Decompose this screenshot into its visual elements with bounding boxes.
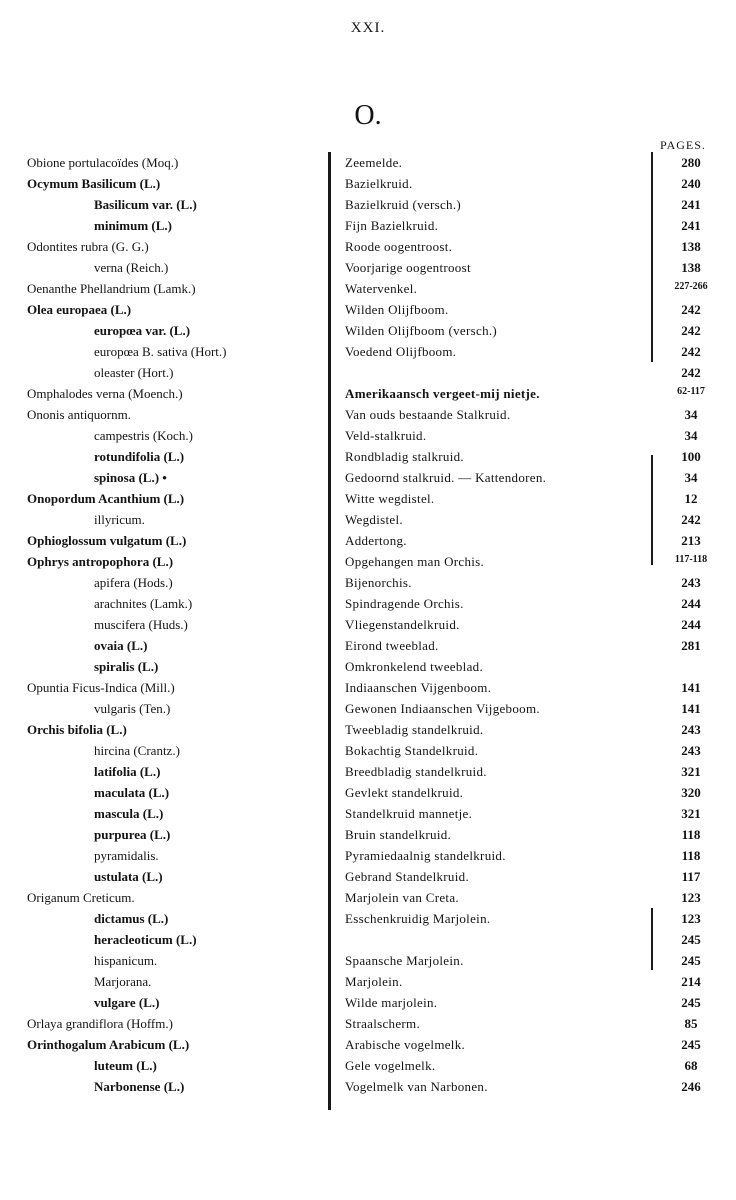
dutch-name: Pyramiedaalnig standelkruid. [345,848,506,863]
index-row [0,638,736,659]
page-ref: 242 [681,365,701,380]
page-ref: 242 [681,512,701,527]
latin-name: illyricum. [94,512,145,527]
page-ref: 242 [681,323,701,338]
section-letter: O. [354,100,382,131]
latin-name: ustulata (L.) [94,869,163,884]
index-row [0,596,736,617]
index-row [0,554,736,575]
latin-name: campestris (Koch.) [94,428,193,443]
dutch-name: Esschenkruidig Marjolein. [345,911,491,926]
dutch-name: Wilde marjolein. [345,995,438,1010]
latin-name: maculata (L.) [94,785,170,800]
latin-name: Opuntia Ficus-Indica (Mill.) [27,680,175,695]
page-ref: 85 [684,1016,698,1031]
index-row [0,722,736,743]
dutch-name: Voorjarige oogentroost [345,260,471,275]
index-row [0,932,736,953]
index-row [0,1037,736,1058]
latin-name: hircina (Crantz.) [94,743,180,758]
dutch-name: Spaansche Marjolein. [345,953,464,968]
index-row [0,764,736,785]
index-row [0,302,736,323]
page-ref: 245 [681,932,701,947]
page-ref: 280 [681,155,701,170]
index-row [0,176,736,197]
latin-name: Narbonense (L.) [94,1079,185,1094]
page-ref: 117 [681,869,701,884]
dutch-name: Bokachtig Standelkruid. [345,743,479,758]
page-ref: 245 [681,1037,701,1052]
latin-name: Basilicum var. (L.) [94,197,197,212]
index-row [0,869,736,890]
index-row [0,365,736,386]
latin-name: Obione portulacoïdes (Moq.) [27,155,179,170]
latin-name: Onopordum Acanthium (L.) [27,491,185,506]
index-row [0,323,736,344]
latin-name: pyramidalis. [94,848,159,863]
dutch-name: Spindragende Orchis. [345,596,464,611]
dutch-name: Opgehangen man Orchis. [345,554,485,569]
dutch-name: Amerikaansch vergeet-mij nietje. [345,386,540,401]
page-ref: 62-117 [677,386,705,397]
page-ref: 244 [681,617,701,632]
index-row [0,281,736,302]
page-ref: 141 [681,680,701,695]
latin-name: Ophrys antropophora (L.) [27,554,174,569]
page-ref: 246 [681,1079,701,1094]
index-row [0,197,736,218]
latin-name: purpurea (L.) [94,827,171,842]
index-row [0,470,736,491]
dutch-name: Eirond tweeblad. [345,638,439,653]
latin-name: europœa var. (L.) [94,323,191,338]
index-row [0,1016,736,1037]
dutch-name: Veld-stalkruid. [345,428,427,443]
index-row [0,218,736,239]
index-row [0,911,736,932]
latin-name: Odontites rubra (G. G.) [27,239,149,254]
latin-name: Marjorana. [94,974,152,989]
dutch-name: Standelkruid mannetje. [345,806,473,821]
index-row [0,260,736,281]
latin-name: muscifera (Huds.) [94,617,188,632]
dutch-name: Arabische vogelmelk. [345,1037,466,1052]
page-ref: 68 [684,1058,698,1073]
dutch-name: Addertong. [345,533,407,548]
index-row [0,827,736,848]
dutch-name: Gedoornd stalkruid. — Kattendoren. [345,470,547,485]
page-number: XXI. [350,20,386,36]
latin-name: luteum (L.) [94,1058,157,1073]
page-ref: 241 [681,197,701,212]
index-row [0,449,736,470]
latin-name: mascula (L.) [94,806,164,821]
page-ref: 213 [681,533,701,548]
index-row [0,428,736,449]
index-row [0,533,736,554]
latin-name: minimum (L.) [94,218,172,233]
dutch-name: Wilden Olijfboom (versch.) [345,323,498,338]
page-ref: 242 [681,344,701,359]
latin-name: vulgare (L.) [94,995,160,1010]
dutch-name: Bruin standelkruid. [345,827,452,842]
latin-name: rotundifolia (L.) [94,449,185,464]
dutch-name: Zeemelde. [345,155,403,170]
index-row [0,344,736,365]
latin-name: Orchis bifolia (L.) [27,722,127,737]
dutch-name: Gevlekt standelkruid. [345,785,464,800]
latin-name: dictamus (L.) [94,911,169,926]
page-ref: 245 [681,953,701,968]
page-ref: 117-118 [674,554,708,565]
index-row [0,1079,736,1100]
dutch-name: Omkronkelend tweeblad. [345,659,484,674]
latin-name: Omphalodes verna (Moench.) [27,386,183,401]
page-ref: 320 [681,785,701,800]
page-ref: 123 [681,890,701,905]
dutch-name: Gewonen Indiaanschen Vijgeboom. [345,701,540,716]
latin-name: latifolia (L.) [94,764,161,779]
index-row [0,617,736,638]
index-row [0,659,736,680]
dutch-name: Witte wegdistel. [345,491,435,506]
dutch-name: Van ouds bestaande Stalkruid. [345,407,511,422]
dutch-name: Roode oogentroost. [345,239,453,254]
page-ref: 138 [681,239,701,254]
page-ref: 214 [681,974,701,989]
latin-name: Origanum Creticum. [27,890,135,905]
page-ref: 100 [681,449,701,464]
page-ref: 34 [684,428,698,443]
page-ref: 242 [681,302,701,317]
latin-name: spinosa (L.) • [94,470,167,485]
page-ref: 34 [684,470,698,485]
dutch-name: Indiaanschen Vijgenboom. [345,680,492,695]
page-ref: 12 [684,491,698,506]
index-row [0,890,736,911]
latin-name: Ophioglossum vulgatum (L.) [27,533,187,548]
latin-name: Oenanthe Phellandrium (Lamk.) [27,281,196,296]
page-ref: 245 [681,995,701,1010]
dutch-name: Straalscherm. [345,1016,421,1031]
dutch-name: Watervenkel. [345,281,418,296]
index-row [0,953,736,974]
dutch-name: Vogelmelk van Narbonen. [345,1079,488,1094]
index-row [0,995,736,1016]
dutch-name: Vliegenstandelkruid. [345,617,460,632]
page-ref: 244 [681,596,701,611]
page-ref: 141 [681,701,701,716]
index-row [0,848,736,869]
page-ref: 243 [681,722,701,737]
latin-name: Ononis antiquornm. [27,407,131,422]
index-row [0,512,736,533]
page-ref: 123 [681,911,701,926]
page-ref: 118 [681,827,701,842]
page-ref: 227-266 [674,281,708,292]
latin-name: vulgaris (Ten.) [94,701,171,716]
dutch-name: Bazielkruid (versch.) [345,197,462,212]
pages-column-header: PAGES. [660,138,706,152]
page-ref: 321 [681,764,701,779]
page-ref: 243 [681,743,701,758]
dutch-name: Tweebladig standelkruid. [345,722,484,737]
dutch-name: Gebrand Standelkruid. [345,869,469,884]
page-ref: 240 [681,176,701,191]
dutch-name: Wilden Olijfboom. [345,302,449,317]
index-row [0,785,736,806]
page-ref: 321 [681,806,701,821]
latin-name: Orlaya grandiflora (Hoffm.) [27,1016,173,1031]
index-row [0,743,736,764]
latin-name: apifera (Hods.) [94,575,173,590]
index-row [0,806,736,827]
page-ref: 281 [681,638,701,653]
latin-name: europœa B. sativa (Hort.) [94,344,227,359]
dutch-name: Marjolein. [345,974,403,989]
index-row [0,974,736,995]
latin-name: spiralis (L.) [94,659,159,674]
dutch-name: Breedbladig standelkruid. [345,764,487,779]
dutch-name: Wegdistel. [345,512,403,527]
latin-name: arachnites (Lamk.) [94,596,193,611]
index-row [0,239,736,260]
dutch-name: Fijn Bazielkruid. [345,218,439,233]
latin-name: verna (Reich.) [94,260,169,275]
dutch-name: Rondbladig stalkruid. [345,449,464,464]
dutch-name: Gele vogelmelk. [345,1058,436,1073]
dutch-name: Bazielkruid. [345,176,413,191]
dutch-name: Voedend Olijfboom. [345,344,457,359]
dutch-name: Bijenorchis. [345,575,412,590]
latin-name: Olea europaea (L.) [27,302,132,317]
dutch-name: Marjolein van Creta. [345,890,459,905]
index-row [0,407,736,428]
latin-name: heracleoticum (L.) [94,932,197,947]
page-ref: 138 [681,260,701,275]
index-row [0,155,736,176]
page-ref: 118 [681,848,701,863]
latin-name: oleaster (Hort.) [94,365,174,380]
index-row [0,680,736,701]
page-ref: 243 [681,575,701,590]
index-row [0,701,736,722]
latin-name: Ocymum Basilicum (L.) [27,176,161,191]
index-row [0,1058,736,1079]
index-row [0,491,736,512]
page-ref: 241 [681,218,701,233]
index-row [0,575,736,596]
latin-name: ovaia (L.) [94,638,148,653]
latin-name: Orinthogalum Arabicum (L.) [27,1037,190,1052]
index-row [0,386,736,407]
latin-name: hispanicum. [94,953,158,968]
page-ref: 34 [684,407,698,422]
